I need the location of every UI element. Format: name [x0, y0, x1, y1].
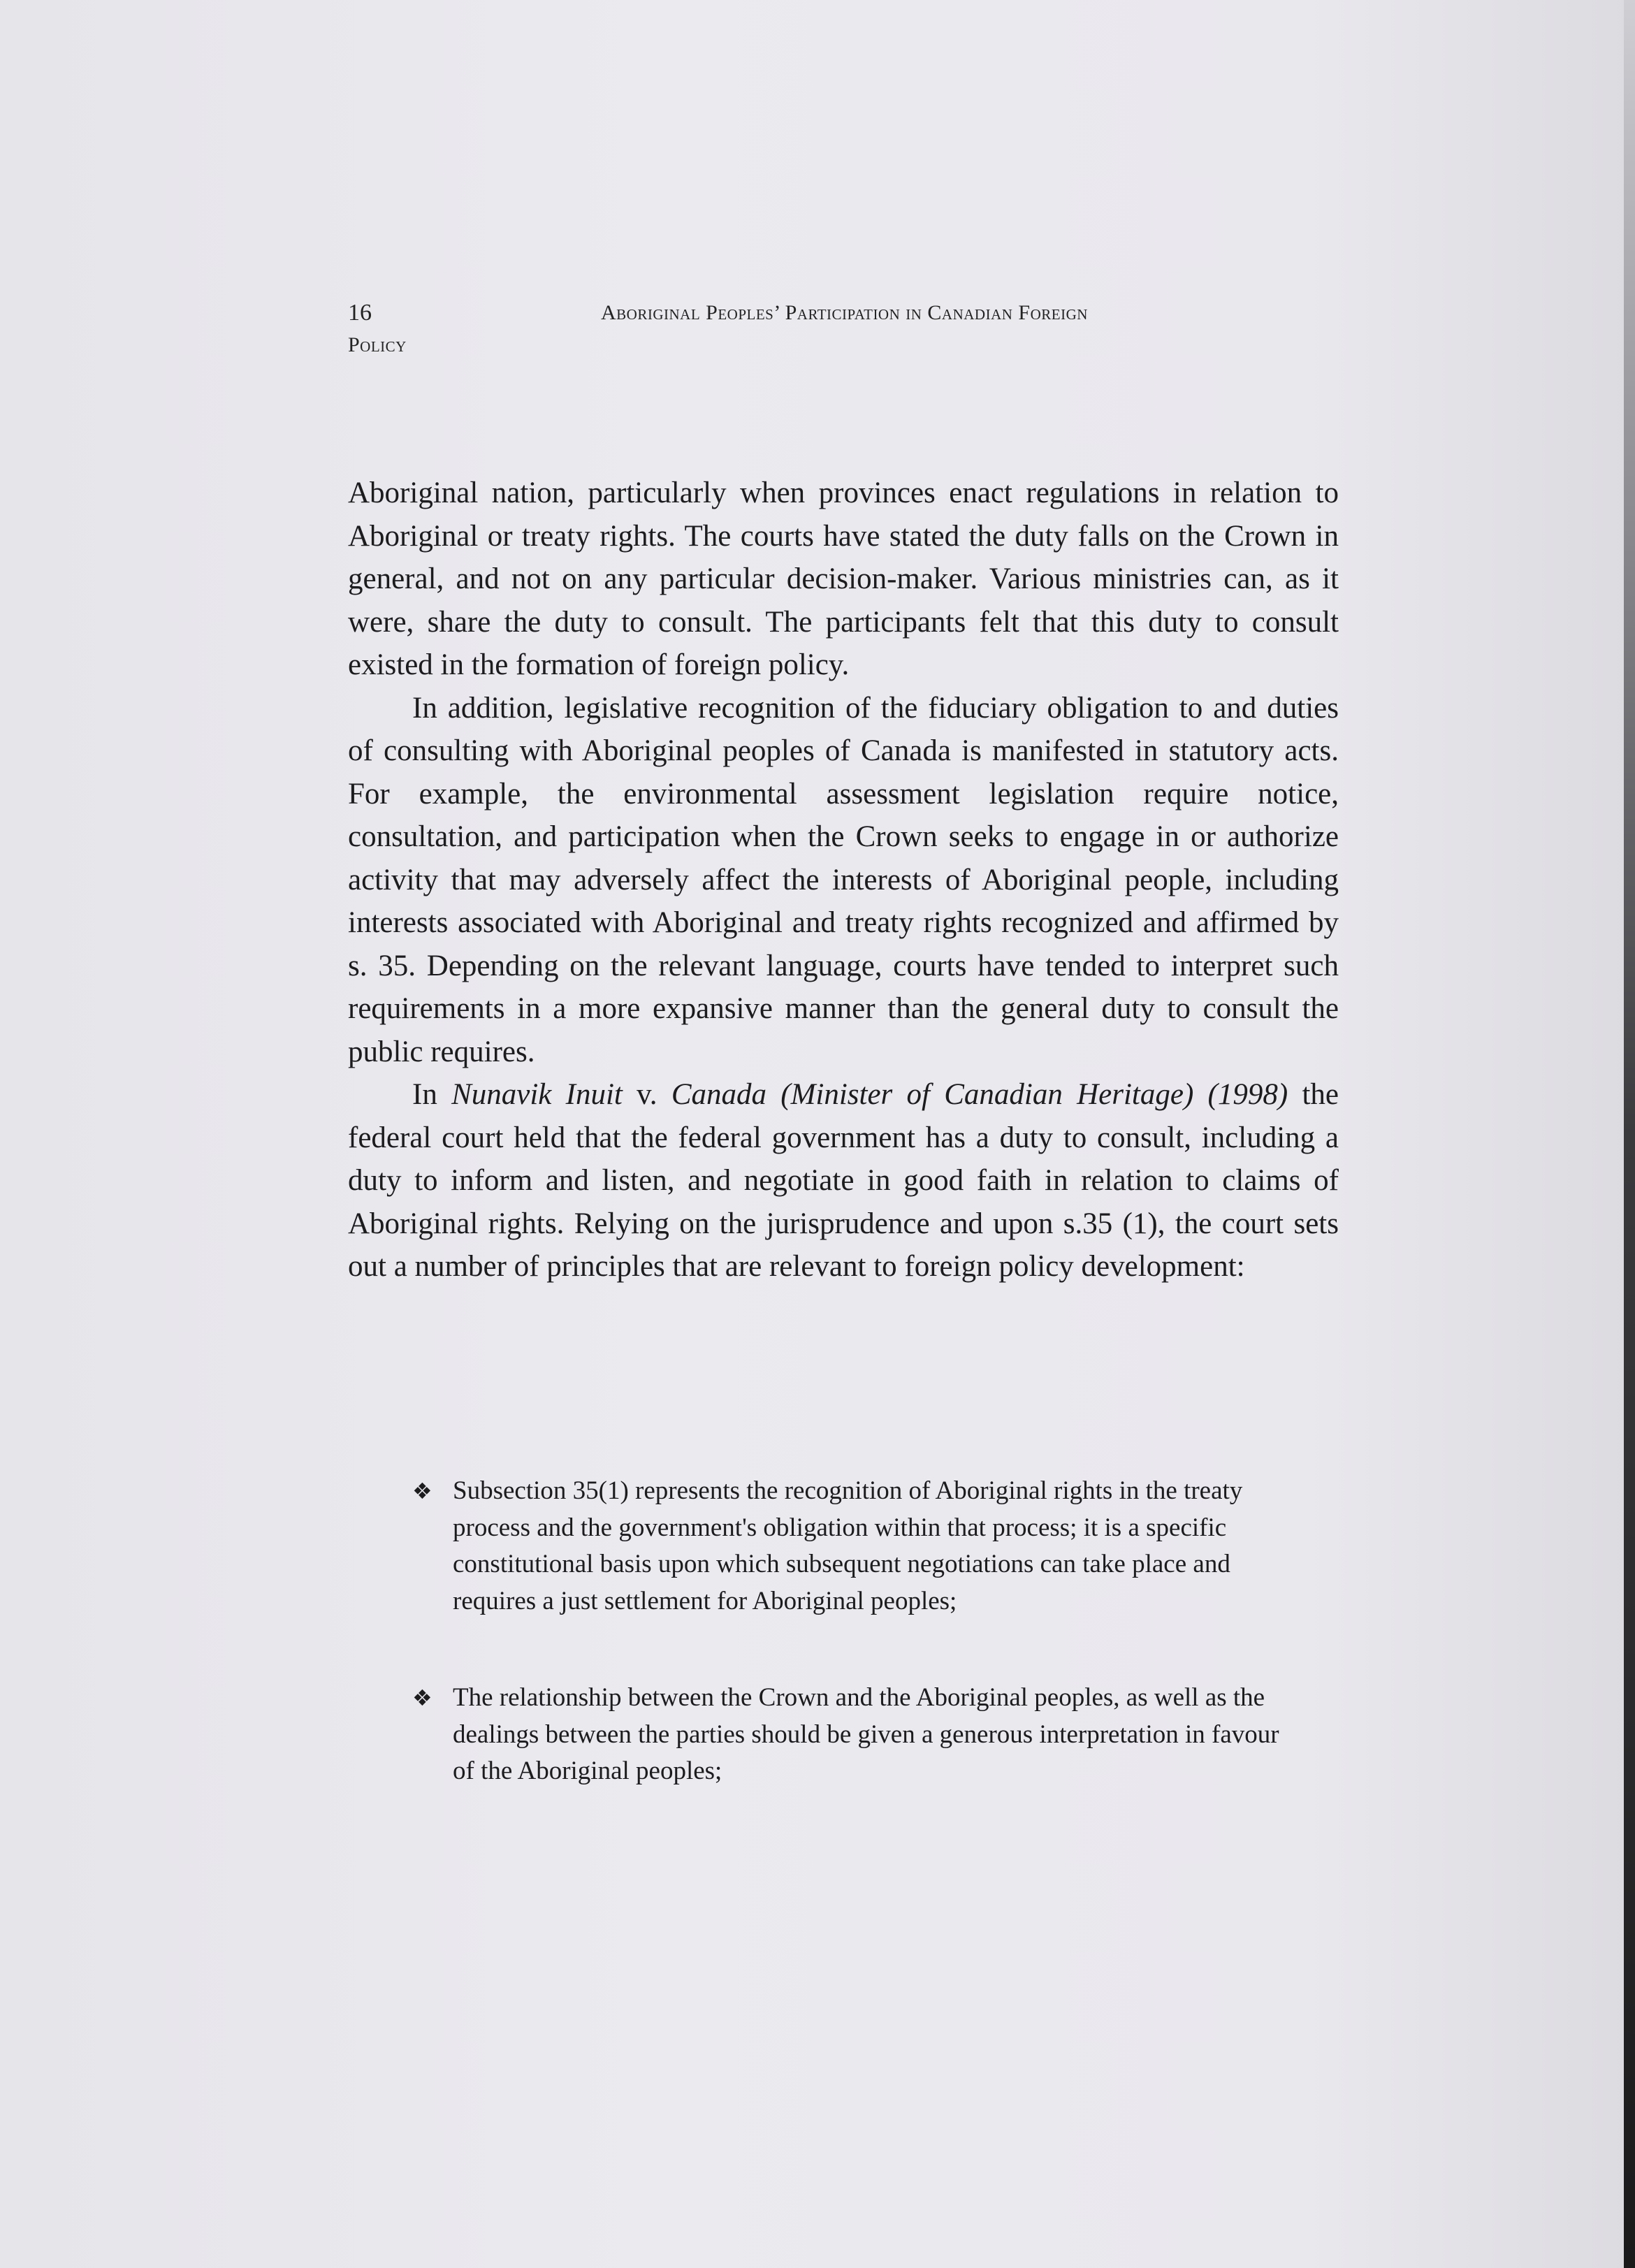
running-title: Aboriginal Peoples’ Participation in Canadian Foreign — [601, 301, 1088, 324]
case-versus: v. — [622, 1078, 671, 1111]
diamond-bullet-icon: ❖ — [412, 1478, 433, 1504]
page-edge-shadow — [1624, 0, 1635, 2268]
paragraph-1: Aboriginal nation, particularly when provinces enact regulations in relation to Aboriginal or treaty rights. The courts have stated the duty falls on the Crown in general, and not on any particular decision-maker. Various ministries can, as it were, share the duty to consult. The participants felt that this duty to consult existed in the formation of foreign policy. — [348, 477, 1339, 681]
page-number: 16 — [348, 300, 372, 326]
list-item — [412, 1680, 1293, 1790]
list-item-text: The relationship between the Crown and the Aboriginal peoples, as well as the dealings between the parties should be given a generous interpretation in favour of the Aboriginal peoples; — [453, 1683, 1279, 1785]
paragraph-3-text: the federal court held that the federal government has a duty to consult, including a duty to inform and listen, and negotiate in good faith in relation to claims of Aboriginal rights. Relying on the jurisprudence and upon s.35 (1), the court sets out a number of principles that are relevant to foreign policy development: — [348, 1078, 1339, 1283]
list-item — [412, 1473, 1293, 1620]
running-title-continuation: Policy — [348, 333, 407, 356]
case-name-party-1: Nunavik Inuit — [451, 1078, 623, 1111]
paragraph-2: In addition, legislative recognition of the fiduciary obligation to and duties of consulting with Aboriginal peoples of Canada is manifested in statutory acts. For example, the environmental assessment legislation require notice, consultation, and participation when the Crown seeks to engage in or authorize activity that may adversely affect the interests of Aboriginal people, including interests associated with Aboriginal and treaty rights recognized and affirmed by s. 35. Depending on the relevant language, courts have tended to interpret such requirements in a more expansive manner than the general duty to consult the public requires. — [348, 691, 1339, 1068]
paragraph-3 — [348, 1073, 1339, 1288]
principles-list — [412, 1473, 1293, 1850]
paragraph-3-prefix: In — [412, 1078, 452, 1111]
diamond-bullet-icon: ❖ — [412, 1685, 433, 1711]
case-name-party-2: Canada (Minister of Canadian Heritage) (1998) — [671, 1078, 1288, 1111]
list-item-text: Subsection 35(1) represents the recognition of Aboriginal rights in the treaty process and the government's obligation within that process; it is a specific constitutional basis upon which subsequent negotiations can take place and requires a just settlement for Aboriginal peoples; — [453, 1476, 1243, 1615]
body-text — [348, 472, 1339, 1288]
